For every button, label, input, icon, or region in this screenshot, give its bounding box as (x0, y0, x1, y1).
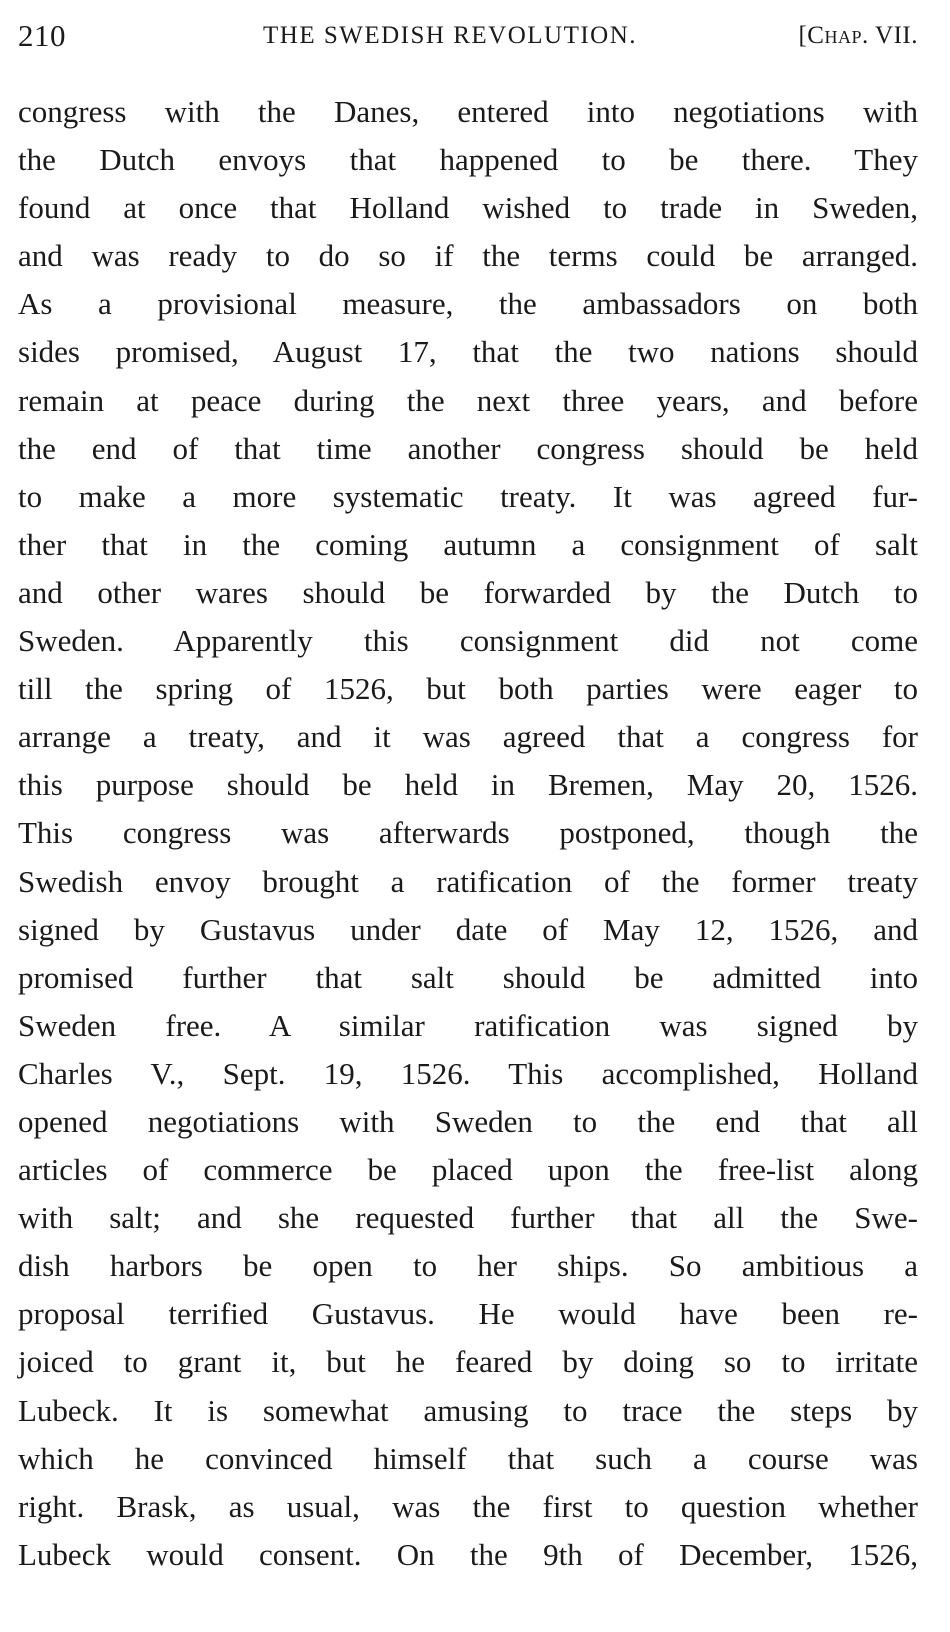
text-line: arrange a treaty, and it was agreed that a congress for (18, 719, 918, 755)
text-line: right. Brask, as usual, was the first to question whether (18, 1488, 918, 1524)
text-line: Sweden free. A similar ratification was signed by (18, 1007, 918, 1043)
text-line: dish harbors be open to her ships. So ambitious a (18, 1248, 918, 1284)
text-line: joiced to grant it, but he feared by doing so to irritate (18, 1344, 918, 1380)
text-line: Sweden. Apparently this consignment did not come (18, 623, 918, 659)
text-line: Swedish envoy brought a ratification of the former treaty (18, 863, 918, 899)
body-text (18, 88, 918, 1579)
page-number: 210 (18, 18, 66, 53)
text-line: and was ready to do so if the terms could be arranged. (18, 238, 918, 274)
running-title: THE SWEDISH REVOLUTION. (263, 22, 638, 49)
text-line: Lubeck. It is somewhat amusing to trace the steps by (18, 1392, 918, 1428)
text-line: ther that in the coming autumn a consignment of salt (18, 526, 918, 562)
text-line: signed by Gustavus under date of May 12, 1526, and (18, 911, 918, 947)
text-line: As a provisional measure, the ambassadors on both (18, 286, 918, 322)
text-line: and other wares should be forwarded by the Dutch to (18, 574, 918, 610)
text-line: articles of commerce be placed upon the free-list along (18, 1152, 918, 1188)
text-line: this purpose should be held in Bremen, May 20, 1526. (18, 767, 918, 803)
text-line: This congress was afterwards postponed, though the (18, 815, 918, 851)
text-line: with salt; and she requested further that all the Swe- (18, 1200, 918, 1236)
page-header (18, 14, 918, 58)
text-line: Lubeck would consent. On the 9th of December, 1526, (18, 1536, 918, 1572)
text-line: remain at peace during the next three years, and before (18, 382, 918, 418)
text-line: to make a more systematic treaty. It was agreed fur- (18, 478, 918, 514)
text-line: promised further that salt should be admitted into (18, 959, 918, 995)
text-line: found at once that Holland wished to trade in Sweden, (18, 190, 918, 226)
text-line: proposal terrified Gustavus. He would have been re- (18, 1296, 918, 1332)
text-line: the Dutch envoys that happened to be there. They (18, 142, 918, 178)
chapter-reference: [Chap. VII. (798, 22, 918, 49)
text-line: opened negotiations with Sweden to the end that all (18, 1103, 918, 1139)
text-line: sides promised, August 17, that the two nations should (18, 334, 918, 370)
text-line: Charles V., Sept. 19, 1526. This accomplished, Holland (18, 1055, 918, 1091)
text-line: the end of that time another congress should be held (18, 430, 918, 466)
text-line: congress with the Danes, entered into negotiations with (18, 94, 918, 129)
text-line: which he convinced himself that such a course was (18, 1440, 918, 1476)
text-line: till the spring of 1526, but both parties were eager to (18, 671, 918, 707)
